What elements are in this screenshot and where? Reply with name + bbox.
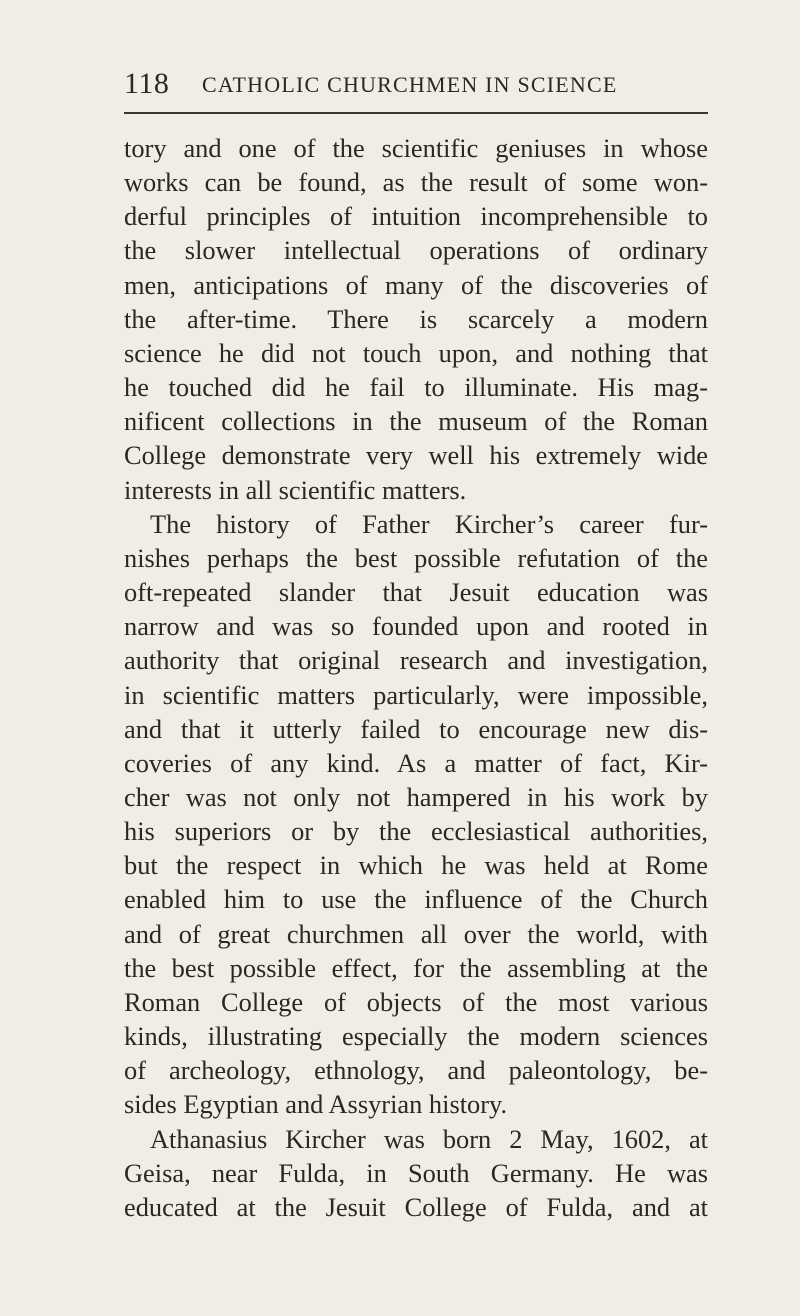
text-line: tory and one of the scientific geniuses in whose xyxy=(124,133,708,163)
text-line: Athanasius Kircher was born 2 May, 1602, at xyxy=(150,1123,708,1154)
text-line: educated at the Jesuit College of Fulda, and at xyxy=(124,1191,708,1222)
header-rule xyxy=(124,112,708,114)
text-line: sides Egyptian and Assyrian history. xyxy=(124,1089,508,1120)
text-line: coveries of any kind. As a matter of fact, Kir- xyxy=(124,747,708,778)
text-line: and of great churchmen all over the world, with xyxy=(124,918,708,949)
text-line: interests in all scientific matters. xyxy=(124,474,467,505)
text-line: works can be found, as the result of some won- xyxy=(124,167,708,198)
paragraph-3 xyxy=(124,1122,708,1224)
text-line: he touched did he fail to illuminate. His mag- xyxy=(124,372,708,403)
text-line: nishes perhaps the best possible refutation of the xyxy=(124,542,708,573)
text-line: in scientific matters particularly, were impossible, xyxy=(124,679,708,710)
text-line: oft-repeated slander that Jesuit education was xyxy=(124,577,708,608)
text-line: the after-time. There is scarcely a modern xyxy=(124,303,708,334)
text-line: The history of Father Kircher’s career fur- xyxy=(150,508,708,539)
text-line: cher was not only not hampered in his work by xyxy=(124,781,708,812)
text-line: but the respect in which he was held at Rome xyxy=(124,850,708,881)
text-line: and that it utterly failed to encourage new dis- xyxy=(124,713,708,744)
page-number: 118 xyxy=(124,67,170,100)
text-line: nificent collections in the museum of the Roman xyxy=(124,406,708,437)
text-line: Roman College of objects of the most various xyxy=(124,986,708,1017)
text-line: his superiors or by the ecclesiastical authorities, xyxy=(124,816,708,847)
text-line: College demonstrate very well his extremely wide xyxy=(124,440,708,471)
text-line: of archeology, ethnology, and paleontology, be- xyxy=(124,1055,708,1086)
text-line: men, anticipations of many of the discoveries of xyxy=(124,269,708,300)
text-line: enabled him to use the influence of the Church xyxy=(124,884,708,915)
text-line: the best possible effect, for the assembling at the xyxy=(124,952,708,983)
text-line: the slower intellectual operations of ordinary xyxy=(124,235,708,266)
text-line: Geisa, near Fulda, in South Germany. He was xyxy=(124,1157,708,1188)
paragraph-2 xyxy=(124,507,708,1122)
running-head xyxy=(124,66,708,102)
text-line: kinds, illustrating especially the modern sciences xyxy=(124,1021,708,1052)
text-line: authority that original research and investigation, xyxy=(124,645,708,676)
text-line: derful principles of intuition incomprehensible to xyxy=(124,201,708,232)
text-line: narrow and was so founded upon and rooted in xyxy=(124,611,708,642)
text-line: science he did not touch upon, and nothing that xyxy=(124,337,708,368)
paragraph-1 xyxy=(124,131,708,507)
body-text xyxy=(124,131,708,1224)
running-title: CATHOLIC CHURCHMEN IN SCIENCE xyxy=(202,72,618,97)
